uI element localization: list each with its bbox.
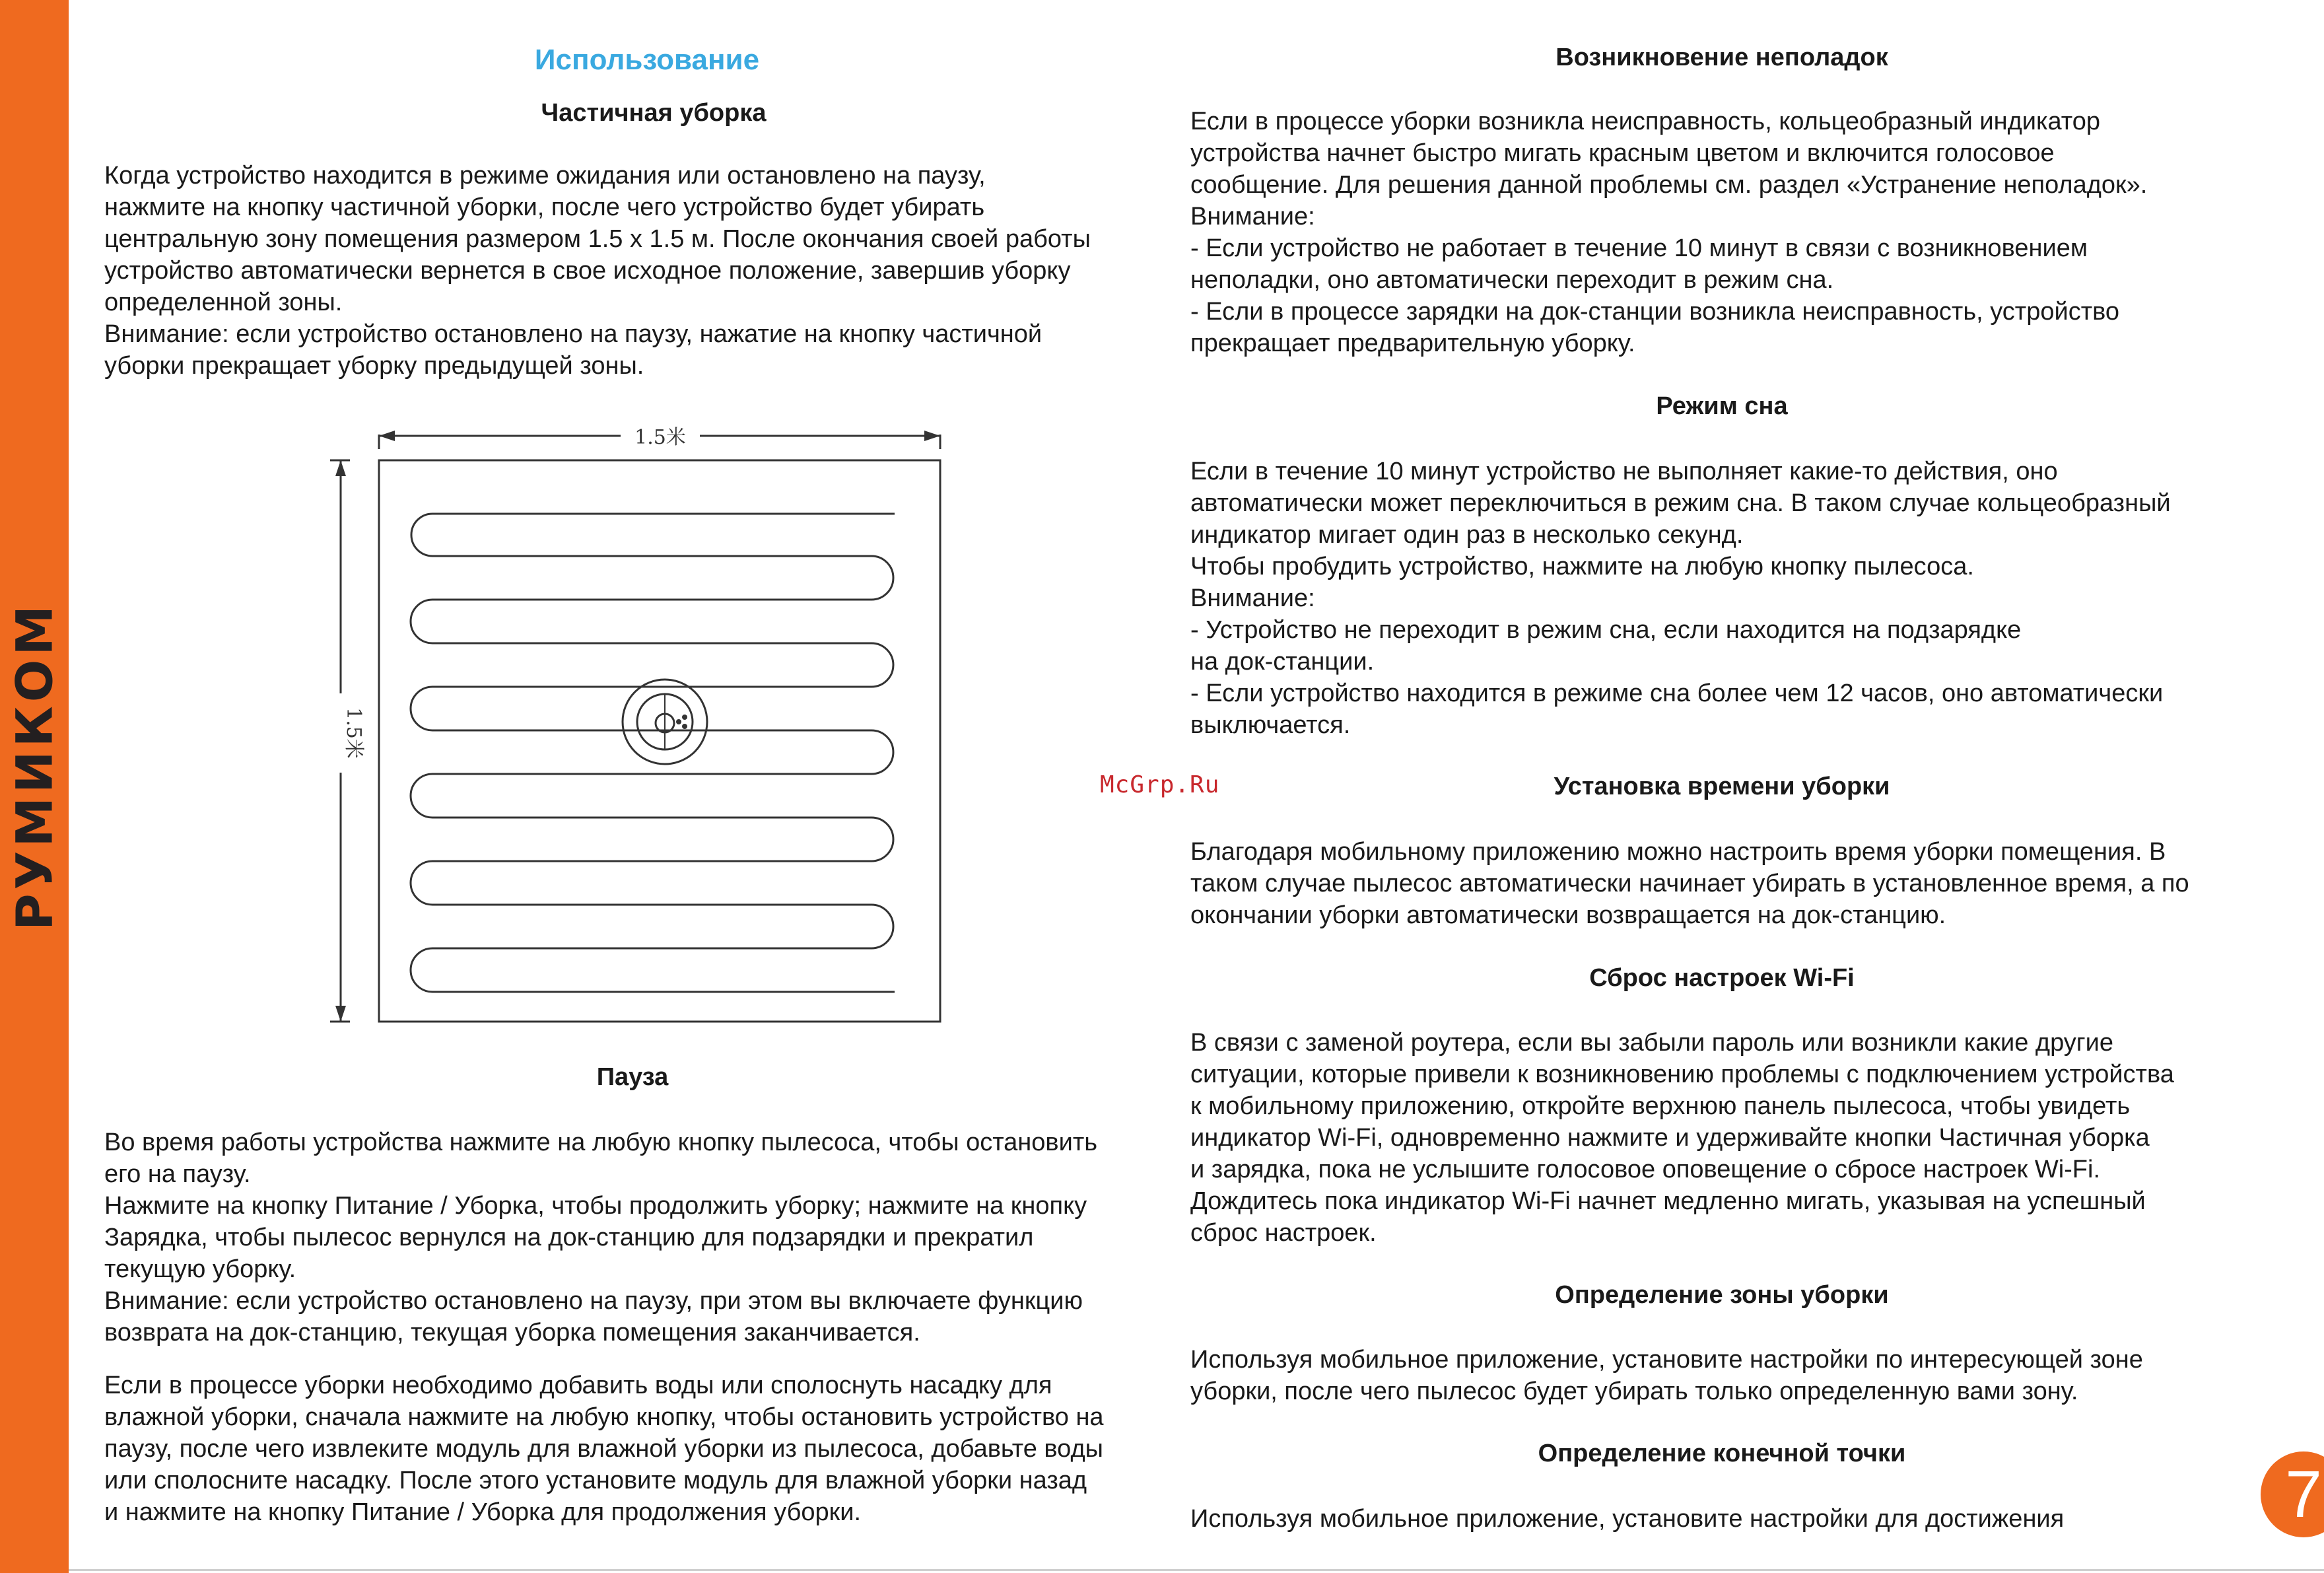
- page-number-badge: 7: [2261, 1451, 2324, 1537]
- partial-cleaning-heading: Частичная уборка: [541, 99, 767, 127]
- section-title: Использование: [534, 44, 760, 76]
- watermark: McGrp.Ru: [1100, 771, 1220, 798]
- robot-button-dot: [682, 715, 687, 720]
- arrow-down: [335, 1006, 346, 1022]
- arrow-right: [924, 431, 940, 441]
- schedule-text: Благодаря мобильному приложению можно настроить время уборки помещения. В таком случае пылесос автоматически начинает убирать в установленное время, а по окончании уборки автоматически возвращается на док-станцию.: [1190, 838, 2189, 929]
- arrow-up: [335, 460, 346, 476]
- wifi-heading: Сброс настроек Wi-Fi: [1589, 964, 1855, 992]
- endpoint-heading: Определение конечной точки: [1538, 1440, 1906, 1467]
- pause-heading: Пауза: [596, 1063, 669, 1091]
- height-label: 1.5米: [342, 707, 365, 759]
- robot-button-dot: [676, 719, 681, 724]
- sleep-heading: Режим сна: [1656, 392, 1788, 420]
- zone-heading: Определение зоны уборки: [1555, 1281, 1889, 1309]
- pause-water-text: Если в процессе уборки необходимо добавить воды или сполоснуть насадку для влажной уборки, сначала нажмите на любую кнопку, чтобы остановить устройство на паузу, после чего извлеките модуль для влажной уборки из пылесоса, добавьте воды или сполосните насадку. После этого установите модуль для влажной уборки назад и нажмите на кнопку Питание / Уборка для продолжения уборки.: [104, 1372, 1104, 1526]
- brand-logo: РУМИКОМ: [5, 602, 64, 930]
- room-area: [379, 460, 940, 1022]
- width-label: 1.5米: [634, 426, 686, 449]
- schedule-heading: Установка времени уборки: [1554, 773, 1890, 800]
- faults-text: Если в процессе уборки возникла неисправность, кольцеобразный индикатор устройства начнет быстро мигать красным цветом и включится голосовое сообщение. Для решения данной проблемы см. раздел «Устранение неполадок». Внимание: - Если устройство не работает в течение 10 минут в связи с возникновением неполадки, оно автоматически переходит в режим сна. - Если в процессе зарядки на док-станции возникла неисправность, устройство прекращает предварительную уборку.: [1190, 108, 2148, 357]
- sleep-text: Если в течение 10 минут устройство не выполняет какие-то действия, оно автоматически может переключиться в режим сна. В таком случае кольцеобразный индикатор мигает один раз в несколько секунд. Чтобы пробудить устройство, нажмите на любую кнопку пылесоса. Внимание: - Устройство не переходит в режим сна, если находится на подзарядке на док-станции. - Если устройство находится в режиме сна более чем 12 часов, оно автоматически выключается.: [1190, 458, 2171, 739]
- faults-heading: Возникновение неполадок: [1555, 44, 1888, 71]
- bottom-divider: [69, 1569, 2324, 1571]
- robot-button-dot: [682, 724, 687, 729]
- cleaning-path: [411, 514, 895, 992]
- pause-text: Во время работы устройства нажмите на любую кнопку пылесоса, чтобы остановить его на паузу. Нажмите на кнопку Питание / Уборка, чтобы продолжить уборку; нажмите на кнопку Зарядка, чтобы пылесос вернулся на док-станцию для подзарядки и прекратил текущую уборку. Внимание: если устройство остановлено на паузу, при этом вы включаете функцию возврата на док-станцию, текущая уборка помещения заканчивается.: [104, 1129, 1098, 1346]
- endpoint-text: Используя мобильное приложение, установите настройки для достижения: [1190, 1505, 2065, 1533]
- zone-text: Используя мобильное приложение, установите настройки по интересующей зоне уборки, после чего пылесос будет убирать только определенную вами зону.: [1190, 1346, 2143, 1405]
- partial-cleaning-text: Когда устройство находится в режиме ожидания или остановлено на паузу, нажмите на кнопку частичной уборки, после чего устройство будет убирать центральную зону помещения размером 1.5 x 1.5 м. После окончания своей работы устройство автоматически вернется в свое исходное положение, завершив уборку определенной зоны. Внимание: если устройство остановлено на паузу, нажатие на кнопку частичной уборки прекращает уборку предыдущей зоны.: [104, 162, 1091, 380]
- cleaning-pattern-diagram: [317, 416, 951, 1037]
- arrow-left: [379, 431, 395, 441]
- wifi-text: В связи с заменой роутера, если вы забыли пароль или возникли какие другие ситуации, которые привели к возникновению проблемы с подключением устройства к мобильному приложению, откройте верхнюю панель пылесоса, чтобы увидеть индикатор Wi-Fi, одновременно нажмите и удерживайте кнопки Частичная уборка и зарядка, пока не услышите голосовое оповещение о сбросе настроек Wi-Fi. Дождитесь пока индикатор Wi-Fi начнет медленно мигать, указывая на успешный сброс настроек.: [1190, 1029, 2174, 1247]
- sidebar-stripe: [0, 0, 69, 1573]
